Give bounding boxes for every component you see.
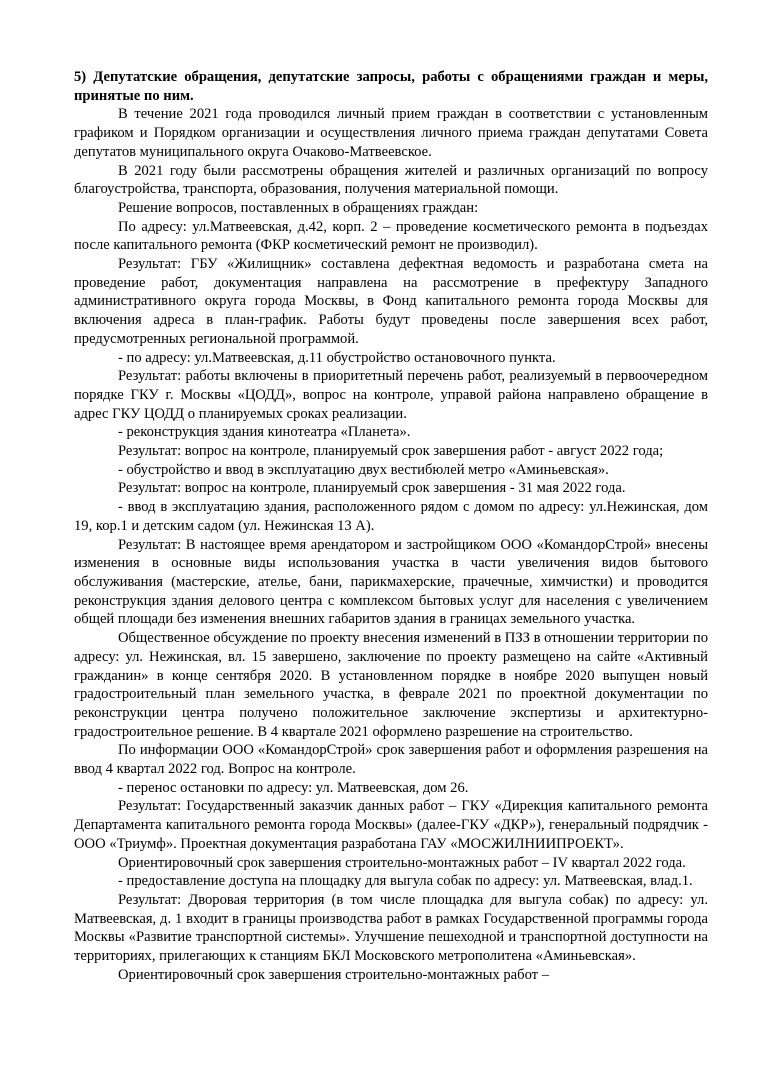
paragraph: По адресу: ул.Матвеевская, д.42, корп. 2 – проведение косметического ремонта в подъездах после капитального ремонта (ФКР косметический ремонт не производил). [74, 218, 708, 254]
paragraph: Ориентировочный срок завершения строительно-монтажных работ – IV квартал 2022 года. [118, 854, 686, 871]
paragraph: Результат: вопрос на контроле, планируемый срок завершения - 31 мая 2022 года. [118, 480, 626, 497]
paragraph: Результат: вопрос на контроле, планируемый срок завершения работ - август 2022 года; [118, 443, 664, 460]
paragraph: Результат: В настоящее время арендатором и застройщиком ООО «КомандорСтрой» внесены изменения в основные виды использования участка в части увеличения видов бытового обслуживания (мастерские, ателье, бани, парикмахерские, прачечные, химчистки) и проводится реконструкция здания делового центра с комплексом бытовых услуг для населения с увеличением общей площади без изменения внешних габаритов здания в границах земельного участка. [74, 536, 708, 628]
paragraph: Решение вопросов, поставленных в обращениях граждан: [118, 199, 479, 216]
paragraph: - перенос остановки по адресу: ул. Матвеевская, дом 26. [118, 779, 469, 796]
paragraph: - по адресу: ул.Матвеевская, д.11 обустройство остановочного пункта. [118, 349, 556, 366]
paragraph: Общественное обсуждение по проекту внесения изменений в ПЗЗ в отношении территории по адресу: ул. Нежинская, вл. 15 завершено, заключение по проекту размещено на сайте «Активный гражданин» в конце сентября 2020. В установленном порядке в ноябре 2020 выпущен новый градостроительный план земельного участка, в феврале 2021 по проектной документации по реконструкции центра получено положительное заключение экспертизы и архитектурно-градостроительное решение. В 4 квартале 2021 оформлено разрешение на строительство. [74, 630, 708, 740]
document-body [74, 105, 708, 984]
paragraph: - ввод в эксплуатацию здания, расположенного рядом с домом по адресу: ул.Нежинская, дом 19, кор.1 и детским садом (ул. Нежинская 13 А). [74, 499, 708, 534]
paragraph: Результат: ГБУ «Жилищник» составлена дефектная ведомость и разработана смета на проведение работ, документация направлена на рассмотрение в префектуру Западного административного округа города Москвы, в Фонд капитального ремонта города Москвы для включения адреса в план-график. Работы будут проведены после завершения всех работ, предусмотренных региональной программой. [74, 256, 708, 347]
paragraph: В течение 2021 года проводился личный прием граждан в соответствии с установленным графиком и Порядком организации и осуществления личного приема граждан депутатами Совета депутатов муниципального округа Очаково-Матвеевское. [74, 106, 708, 160]
paragraph: В 2021 году были рассмотрены обращения жителей и различных организаций по вопросу благоустройства, транспорта, образования, получения материальной помощи. [74, 162, 708, 198]
paragraph: По информации ООО «КомандорСтрой» срок завершения работ и оформления разрешения на ввод 4 квартал 2022 год. Вопрос на контроле. [74, 742, 708, 778]
paragraph: Результат: Государственный заказчик данных работ – ГКУ «Дирекция капитального ремонта Департамента капитального ремонта города Москвы» (далее-ГКУ «ДКР»), генеральный подрядчик - ООО «Триумф». Проектная документация разработана ГАУ «МОСЖИЛНИИПРОЕКТ». [74, 798, 708, 852]
paragraph: Результат: работы включены в приоритетный перечень работ, реализуемый в первоочередном порядке ГКУ г. Москвы «ЦОДД», вопрос на контроле, управой района направлено обращение в адрес ГКУ ЦОДД о планируемых сроках реализации. [74, 368, 708, 422]
paragraph: - предоставление доступа на площадку для выгула собак по адресу: ул. Матвеевская, влад.1. [118, 873, 693, 890]
paragraph: Результат: Дворовая территория (в том числе площадка для выгула собак) по адресу: ул. Матвеевская, д. 1 входит в границы производства работ в рамках Государственной программы города Москвы «Развитие транспортной системы». Улучшение пешеходной и транспортной доступности на территориях, прилегающих к станциям БКЛ Московского метрополитена «Аминьевская». [74, 891, 708, 965]
section-heading: 5) Депутатские обращения, депутатские запросы, работы с обращениями граждан и меры, принятые по ним. [74, 69, 708, 104]
paragraph: - обустройство и ввод в эксплуатацию двух вестибюлей метро «Аминьевская». [118, 461, 609, 478]
paragraph: - реконструкция здания кинотеатра «Планета». [118, 424, 411, 441]
paragraph: Ориентировочный срок завершения строительно-монтажных работ – [118, 966, 550, 983]
